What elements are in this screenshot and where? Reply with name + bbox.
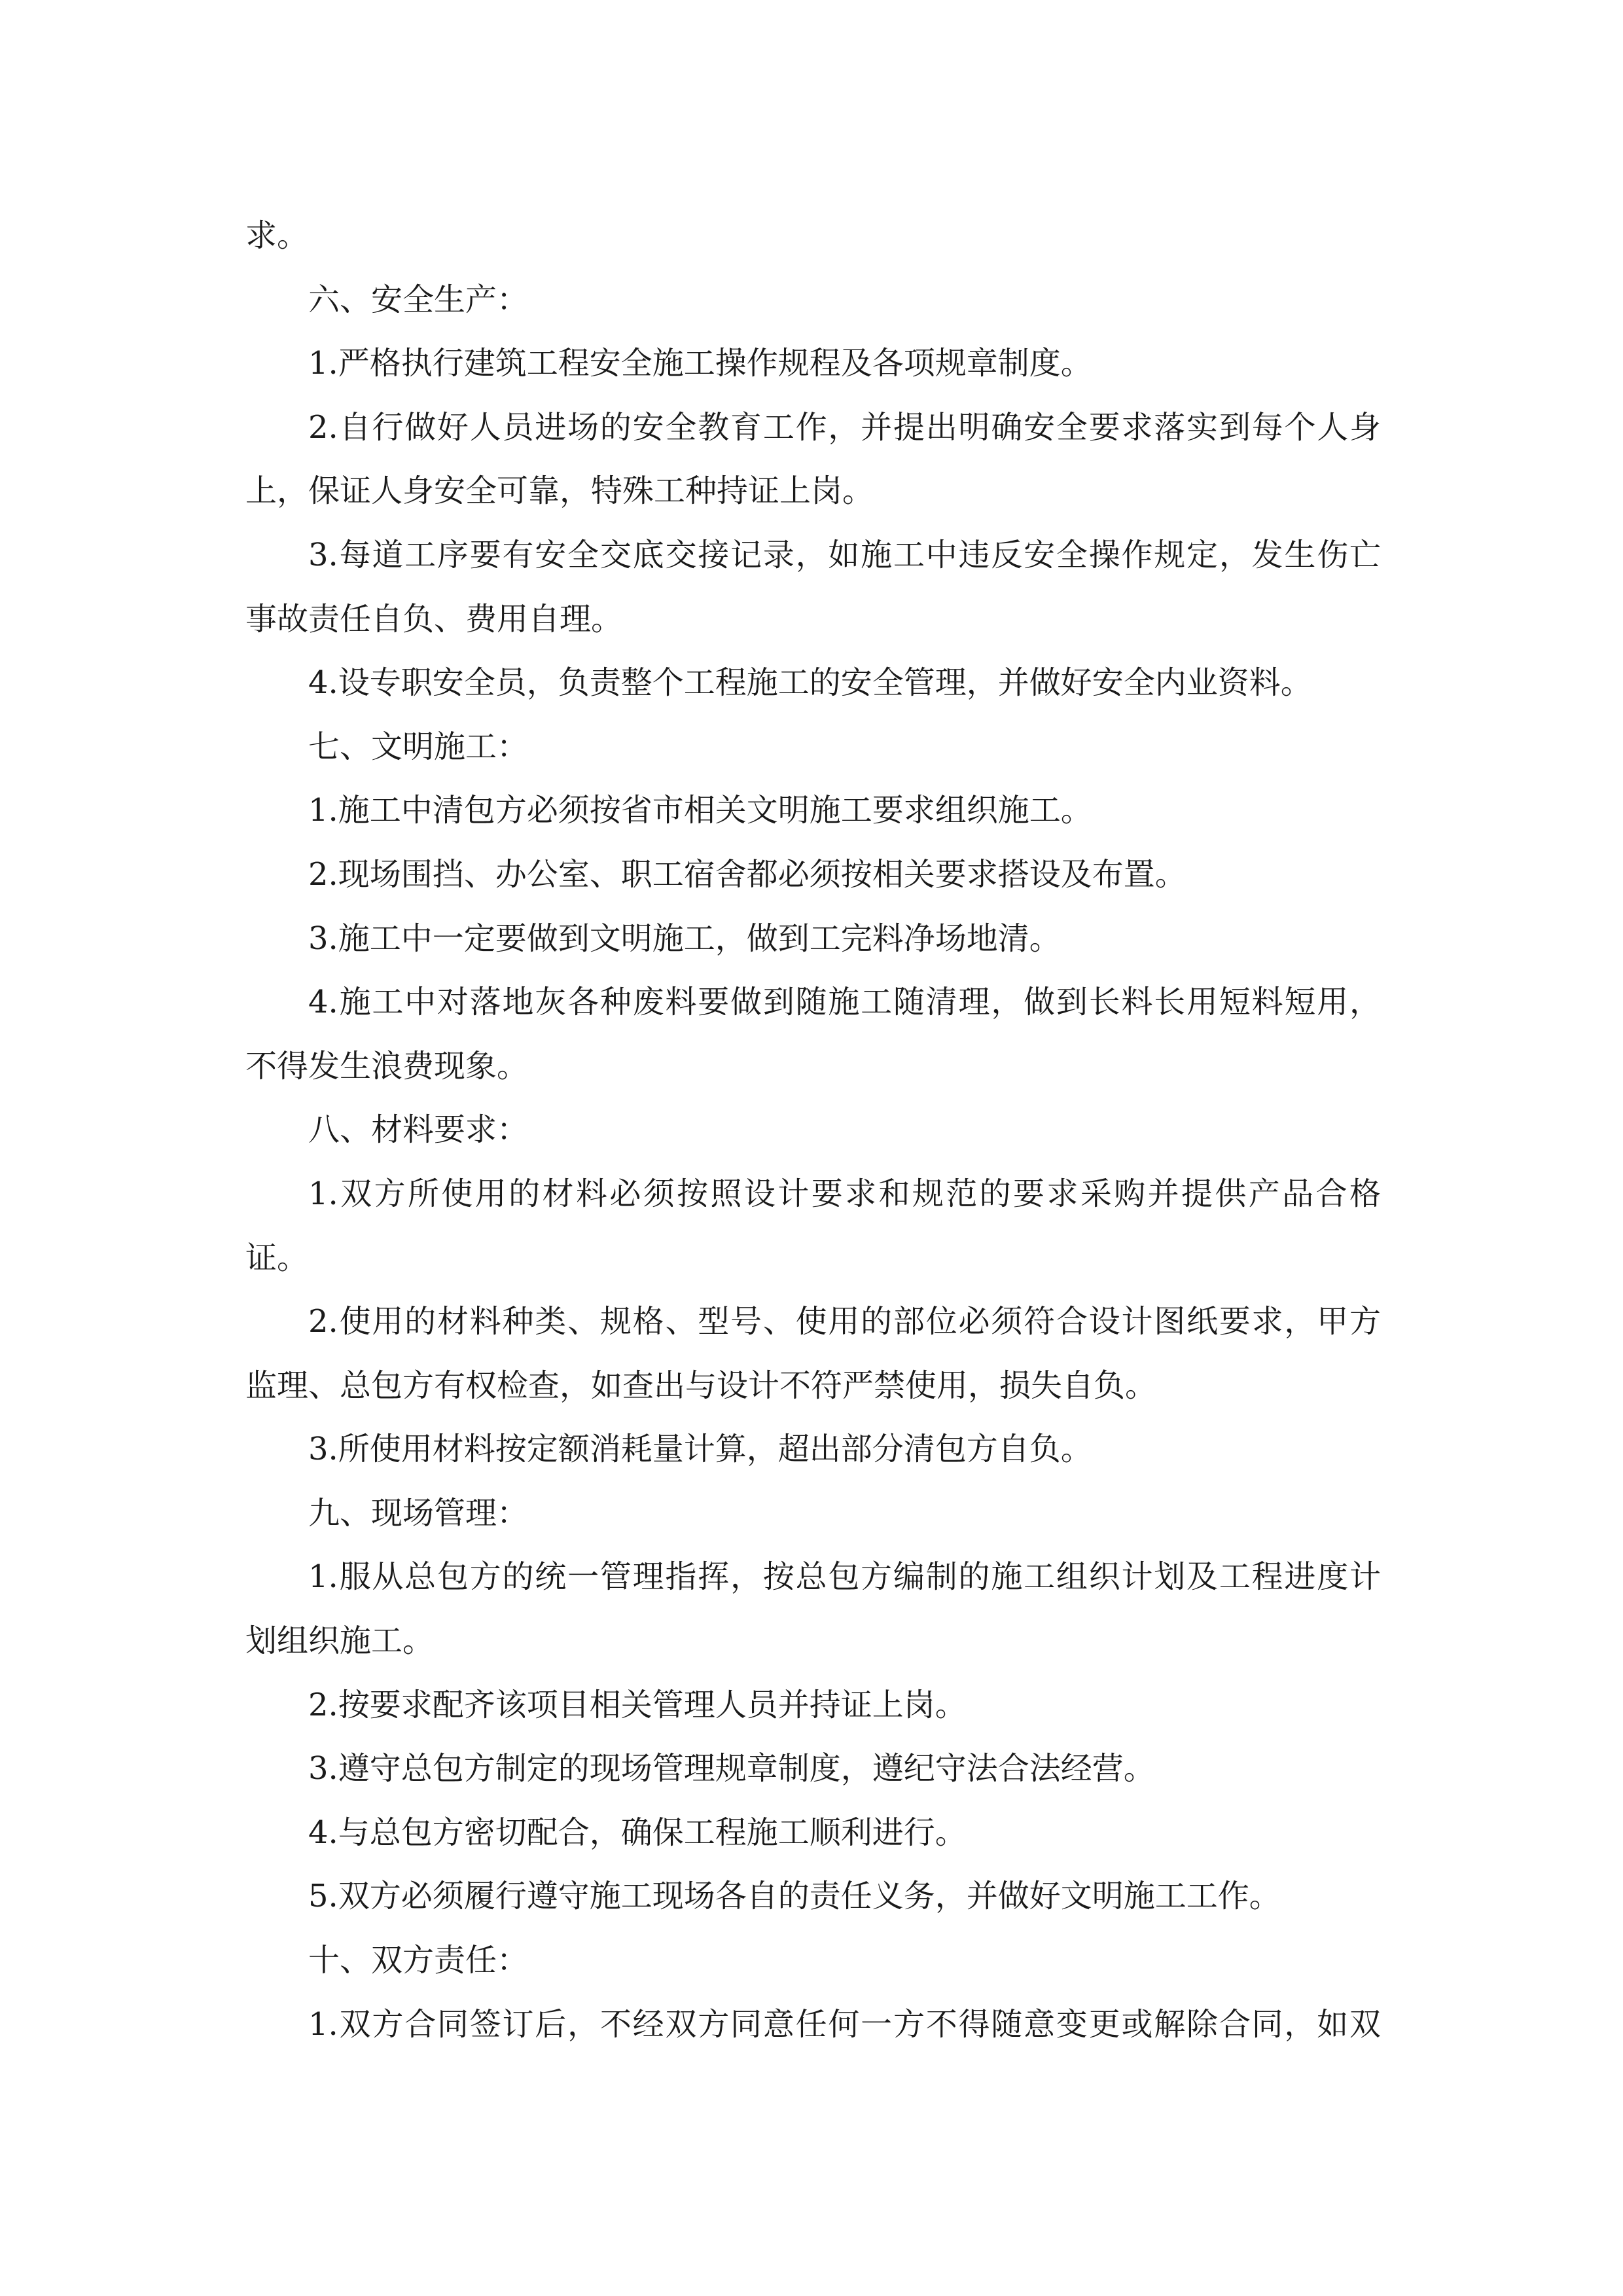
text-line: 2.自行做好人员进场的安全教育工作，并提出明确安全要求落实到每个人身 <box>308 408 1381 446</box>
text-line: 4.设专职安全员，负责整个工程施工的安全管理，并做好安全内业资料。 <box>308 664 1312 702</box>
text-line: 4.施工中对落地灰各种废料要做到随施工随清理，做到长料长用短料短用， <box>308 984 1381 1021</box>
text-line: 求。 <box>245 217 309 254</box>
text-line: 1.服从总包方的统一管理指挥，按总包方编制的施工组织计划及工程进度计 <box>308 1558 1381 1596</box>
text-line: 1.双方合同签订后，不经双方同意任何一方不得随意变更或解除合同，如双 <box>308 2005 1381 2043</box>
text-line: 证。 <box>245 1239 309 1276</box>
text-line: 4.与总包方密切配合，确保工程施工顺利进行。 <box>308 1814 967 1851</box>
text-line: 上，保证人身安全可靠，特殊工种持证上岗。 <box>245 473 874 510</box>
text-line: 事故责任自负、费用自理。 <box>245 600 623 637</box>
document-body <box>245 204 1381 2056</box>
section-heading-site-management: 九、现场管理： <box>308 1494 529 1532</box>
section-heading-safety: 六、安全生产： <box>308 281 529 318</box>
section-heading-responsibilities: 十、双方责任： <box>308 1942 529 1979</box>
text-line: 1.双方所使用的材料必须按照设计要求和规范的要求采购并提供产品合格 <box>308 1175 1381 1212</box>
text-line: 3.每道工序要有安全交底交接记录，如施工中违反安全操作规定，发生伤亡 <box>308 536 1381 573</box>
text-line: 1.施工中清包方必须按省市相关文明施工要求组织施工。 <box>308 792 1092 829</box>
text-line: 监理、总包方有权检查，如查出与设计不符严禁使用，损失自负。 <box>245 1367 1157 1404</box>
text-line: 2.现场围挡、办公室、职工宿舍都必须按相关要求搭设及布置。 <box>308 855 1186 893</box>
text-line: 3.所使用材料按定额消耗量计算，超出部分清包方自负。 <box>308 1431 1092 1468</box>
text-line: 5.双方必须履行遵守施工现场各自的责任义务，并做好文明施工工作。 <box>308 1878 1281 1915</box>
section-heading-civilized-construction: 七、文明施工： <box>308 728 529 765</box>
text-line: 划组织施工。 <box>245 1623 435 1660</box>
text-line: 3.施工中一定要做到文明施工，做到工完料净场地清。 <box>308 920 1061 957</box>
text-line: 3.遵守总包方制定的现场管理规章制度，遵纪守法合法经营。 <box>308 1750 1155 1787</box>
text-line: 不得发生浪费现象。 <box>245 1047 529 1085</box>
text-line: 2.使用的材料种类、规格、型号、使用的部位必须符合设计图纸要求，甲方 <box>308 1303 1381 1340</box>
section-heading-materials: 八、材料要求： <box>308 1111 529 1149</box>
text-line: 1.严格执行建筑工程安全施工操作规程及各项规章制度。 <box>308 345 1092 382</box>
text-line: 2.按要求配齐该项目相关管理人员并持证上岗。 <box>308 1686 967 1723</box>
